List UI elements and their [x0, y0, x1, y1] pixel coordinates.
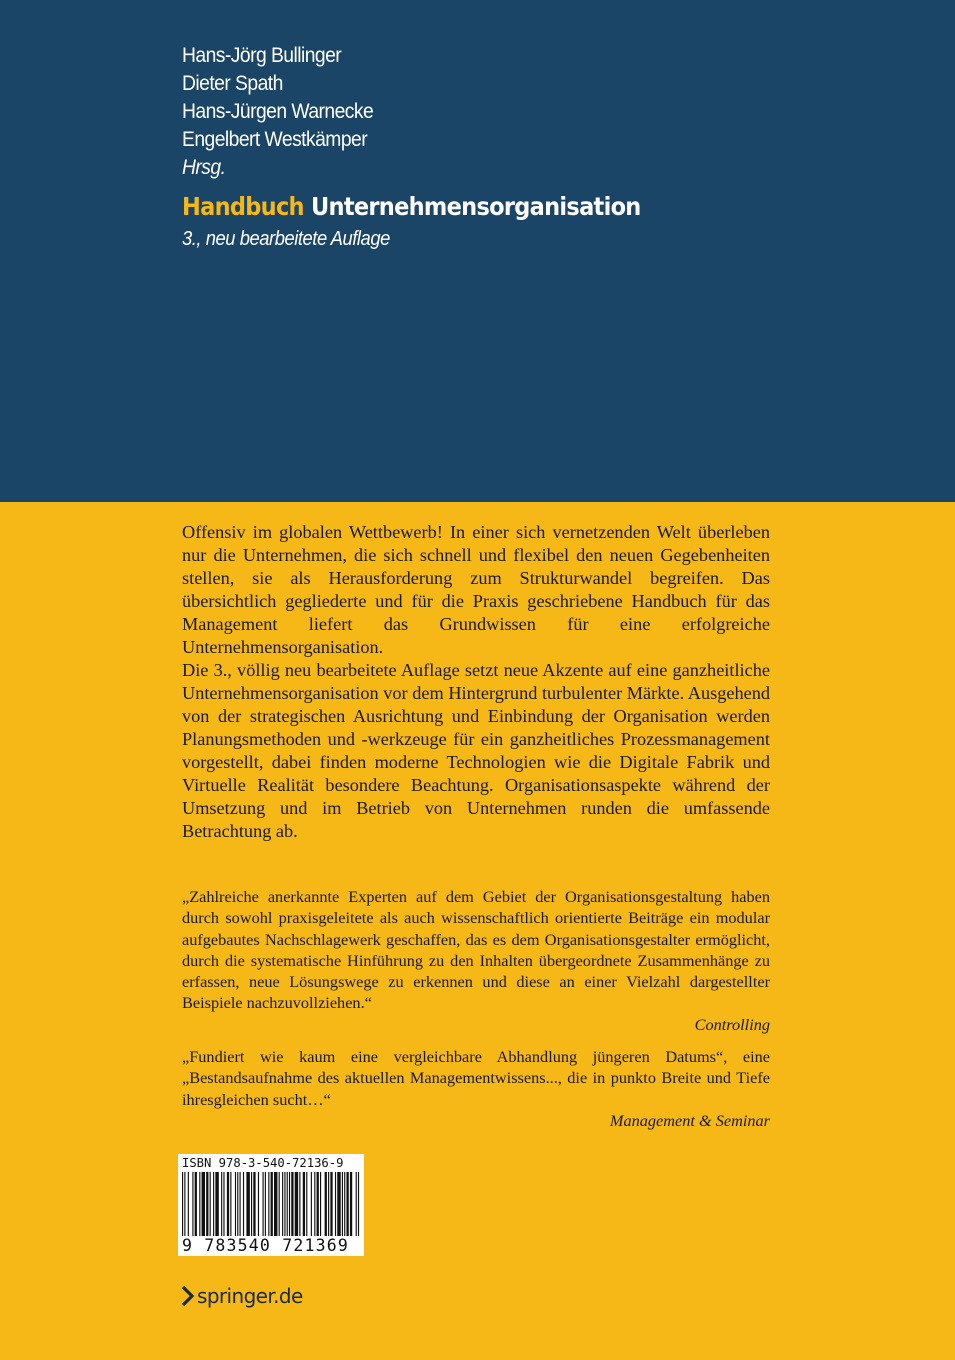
- barcode-bar: [210, 1172, 211, 1236]
- review-2-source: Management & Seminar: [609, 1110, 770, 1130]
- barcode-bar: [192, 1172, 193, 1236]
- barcode-bar: [314, 1172, 315, 1236]
- author-3: Hans-Jürgen Warnecke: [182, 100, 374, 123]
- barcode-bar: [346, 1172, 348, 1236]
- barcode-bar: [303, 1172, 305, 1236]
- review-2-text: „Fundiert wie kaum eine vergleichbare Abhandlung jüngeren Datums“, eine „Bestandsaufnahme des aktuellen Managementwissens..., die in punkto Breite und Tiefe ihresgleichen sucht…“: [182, 1047, 770, 1109]
- barcode-bar: [271, 1172, 273, 1236]
- barcode-bar: [206, 1172, 208, 1236]
- barcode-bar: [263, 1172, 264, 1236]
- chevron-right-icon: [181, 1285, 195, 1307]
- author-4: Engelbert Westkämper: [182, 128, 368, 151]
- barcode-bar: [299, 1172, 300, 1236]
- title-handbuch: Handbuch: [182, 192, 304, 221]
- barcode-bar: [287, 1172, 288, 1236]
- barcode-bar: [251, 1172, 252, 1236]
- publisher-url: springer.de: [197, 1284, 303, 1308]
- author-1: Hans-Jörg Bullinger: [182, 44, 342, 67]
- isbn-barcode: [178, 1154, 364, 1256]
- editor-label: Hrsg.: [182, 156, 226, 179]
- review-1-source: Controlling: [694, 1014, 770, 1034]
- barcode-bar: [295, 1172, 298, 1236]
- barcode-bar: [330, 1172, 332, 1236]
- barcode-bar: [215, 1172, 218, 1236]
- barcode-bar: [274, 1172, 277, 1236]
- barcode-bar: [342, 1172, 343, 1236]
- barcode-bar: [202, 1172, 205, 1236]
- barcode-bar: [221, 1172, 222, 1236]
- barcode-bar: [188, 1172, 189, 1236]
- barcode-bar: [182, 1172, 183, 1236]
- author-2: Dieter Spath: [182, 72, 283, 95]
- barcode-bar: [184, 1172, 185, 1236]
- review-2: [182, 1046, 770, 1131]
- barcode-bar: [350, 1172, 352, 1236]
- book-title: [182, 192, 641, 221]
- ean-number: 9 783540 721369: [182, 1236, 350, 1255]
- barcode-bar: [253, 1172, 255, 1236]
- barcode-bar: [227, 1172, 229, 1236]
- barcode-bars: [182, 1172, 360, 1236]
- barcode-bar: [320, 1172, 321, 1236]
- blurb-paragraph-2: Die 3., völlig neu bearbeitete Auflage setzt neue Akzente auf eine ganzheitliche Unternehmensorganisation vor dem Hintergrund turbulenter Märkte. Ausgehend von der strategischen Ausrichtung und Einbindung der Organisation werden Planungsmethoden und -werkzeuge für ein ganzheitliches Prozessmanagement vorgestellt, dabei finden moderne Technologien wie die Digitale Fabrik und Virtuelle Realität besondere Beachtung. Organisationsaspekte während der Umsetzung und im Betrieb von Unternehmen runden die umfassende Betrachtung ab.: [182, 660, 770, 841]
- barcode-bar: [213, 1172, 214, 1236]
- barcode-bar: [317, 1172, 319, 1236]
- barcode-bar: [289, 1172, 290, 1236]
- barcode-bar: [265, 1172, 266, 1236]
- barcode-bar: [237, 1172, 238, 1236]
- barcode-bar: [358, 1172, 359, 1236]
- barcode-bar: [235, 1172, 236, 1236]
- barcode-bar: [258, 1172, 259, 1236]
- barcode-bar: [199, 1172, 200, 1236]
- cover-top-panel: [0, 0, 955, 502]
- barcode-bar: [240, 1172, 241, 1236]
- publisher-link[interactable]: [181, 1284, 303, 1308]
- isbn-number: ISBN 978-3-540-72136-9: [182, 1156, 344, 1170]
- barcode-bar: [306, 1172, 307, 1236]
- blurb-paragraph-1: Offensiv im globalen Wettbewerb! In einer sich vernetzenden Welt überleben nur die Unternehmen, die sich schnell und flexibel den neuen Gegebenheiten stellen, sie als Herausforderung zum Strukturwandel begreifen. Das übersichtlich gegliederte und für die Praxis geschriebene Handbuch für das Management liefert das Grundwissen für eine erfolgreiche Unternehmensorganisation.: [182, 522, 770, 657]
- barcode-bar: [335, 1172, 336, 1236]
- title-main: Unternehmensorganisation: [310, 192, 641, 221]
- barcode-bar: [223, 1172, 224, 1236]
- barcode-bar: [230, 1172, 231, 1236]
- review-1-text: „Zahlreiche anerkannte Experten auf dem Gebiet der Organisationsgestaltung haben durch sowohl praxisgeleitete als auch wissenschaftlich orientierte Beiträge ein modular aufgebautes Nachschlagewerk geschaffen, das es dem Organisationsgestalter ermöglicht, durch die systematische Hinführung zu den Inhalten übergeordnete Zusammenhänge zu erfassen, neue Lösungswege zu erkennen und diese an einer Vielzahl dargestellter Beispiele nachzuvollziehen.“: [182, 887, 770, 1013]
- barcode-bar: [325, 1172, 327, 1236]
- barcode-bar: [243, 1172, 244, 1236]
- barcode-bar: [279, 1172, 280, 1236]
- barcode-bar: [311, 1172, 312, 1236]
- barcode-bar: [282, 1172, 283, 1236]
- barcode-bar: [284, 1172, 285, 1236]
- edition-label: 3., neu bearbeitete Auflage: [182, 228, 390, 250]
- blurb-text: [182, 521, 770, 843]
- barcode-bar: [195, 1172, 197, 1236]
- barcode-bar: [344, 1172, 345, 1236]
- barcode-bar: [356, 1172, 357, 1236]
- barcode-bar: [328, 1172, 329, 1236]
- barcode-bar: [268, 1172, 269, 1236]
- barcode-bar: [291, 1172, 293, 1236]
- review-1: [182, 886, 770, 1035]
- barcode-bar: [246, 1172, 249, 1236]
- barcode-bar: [337, 1172, 340, 1236]
